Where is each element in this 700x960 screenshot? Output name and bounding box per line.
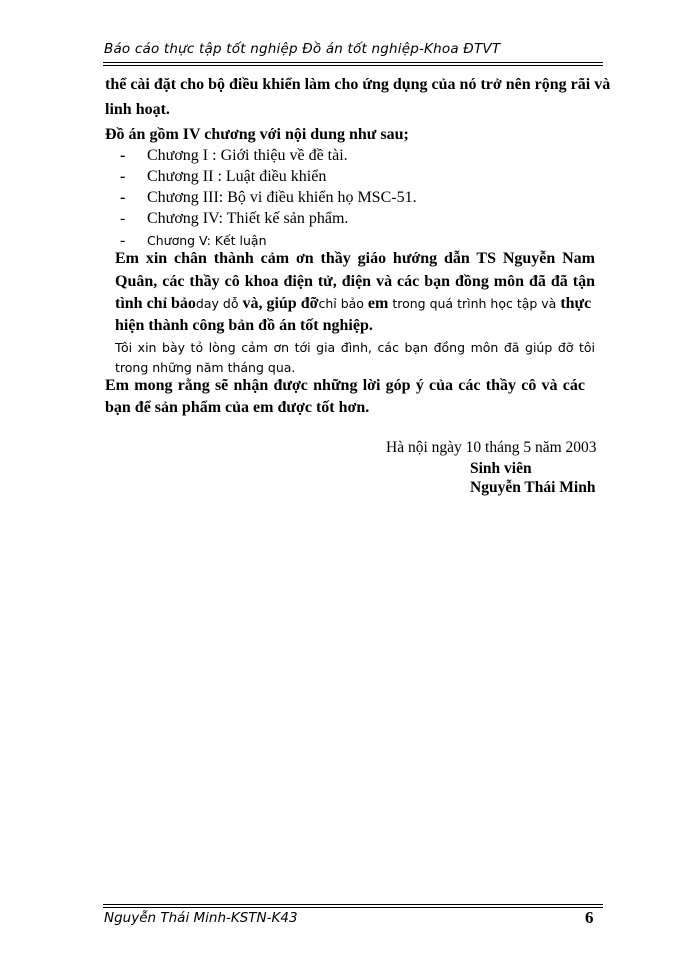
- chapter-item-3: [105, 189, 585, 211]
- chapter-item-1: [105, 147, 585, 169]
- chapter-label: Chương IV: Thiết kế sản phẩm.: [147, 210, 349, 227]
- hope-line-1: Em mong rằng sẽ nhận được những lời góp ý của các thầy cô và các: [105, 377, 585, 394]
- thanks-plain-segment: day dỗ: [195, 296, 243, 311]
- chapter-label: Chương I : Giới thiệu về đề tài.: [147, 147, 348, 164]
- thanks-plain-segment: chỉ bảo: [318, 296, 368, 311]
- chapter-item-5: [105, 232, 585, 252]
- page-number: 6: [585, 908, 594, 927]
- header-rule-bottom: [103, 65, 603, 66]
- page-header: Báo cáo thực tập tốt nghiệp Đồ án tốt nghiệp-Khoa ĐTVT: [104, 41, 501, 57]
- header-rule-top: [103, 62, 603, 63]
- footer-rule-top: [103, 904, 603, 905]
- signature-date: Hà nội ngày 10 tháng 5 năm 2003: [386, 439, 597, 456]
- chapter-item-4: [105, 210, 585, 232]
- signature-role: Sinh viên: [470, 460, 532, 477]
- thanks-line-4: hiện thành công bản đồ án tốt nghiệp.: [115, 317, 373, 334]
- bullet-marker: -: [120, 210, 126, 227]
- chapters-intro: Đồ án gồm IV chương với nội dung như sau;: [105, 126, 409, 143]
- footer-rule-bottom: [103, 907, 603, 908]
- chapter-item-2: [105, 168, 585, 190]
- bullet-marker: -: [120, 189, 126, 206]
- thanks-bold-segment: và, giúp đỡ: [242, 295, 319, 312]
- thanks-line-1: Em xin chân thành cảm ơn thầy giáo hướng dẫn TS Nguyễn Nam: [115, 250, 595, 267]
- intro-line-2: linh hoạt.: [105, 101, 170, 118]
- family-line-1: Tôi xin bày tỏ lòng cảm ơn tới gia đình, các bạn đồng môn đã giúp đỡ tôi: [115, 340, 595, 355]
- bullet-marker: -: [120, 232, 126, 249]
- thanks-line-3: [115, 295, 595, 313]
- hope-line-2: bạn để sản phẩm của em được tốt hơn.: [105, 399, 370, 416]
- bullet-marker: -: [120, 147, 126, 164]
- chapter-label: Chương V: Kết luận: [147, 233, 267, 248]
- signature-name: Nguyễn Thái Minh: [470, 479, 596, 496]
- thanks-bold-segment: thực: [560, 295, 592, 312]
- chapter-label: Chương II : Luật điều khiển: [147, 168, 327, 185]
- thanks-bold-segment: em: [367, 295, 389, 312]
- footer-author: Nguyễn Thái Minh-KSTN-K43: [104, 910, 298, 926]
- intro-line-1: thể cài đặt cho bộ điều khiển làm cho ứng dụng của nó trở nên rộng rãi và: [105, 76, 611, 93]
- family-line-2: trong những năm tháng qua.: [115, 360, 296, 375]
- thanks-line-2: Quân, các thầy cô khoa điện tử, điện và các bạn đồng môn đã đã tận: [115, 273, 595, 290]
- thanks-plain-segment: trong quá trình học tập và: [388, 296, 561, 311]
- thanks-bold-segment: tình chỉ bảo: [115, 295, 196, 312]
- bullet-marker: -: [120, 168, 126, 185]
- chapter-label: Chương III: Bộ vi điều khiển họ MSC-51.: [147, 189, 417, 206]
